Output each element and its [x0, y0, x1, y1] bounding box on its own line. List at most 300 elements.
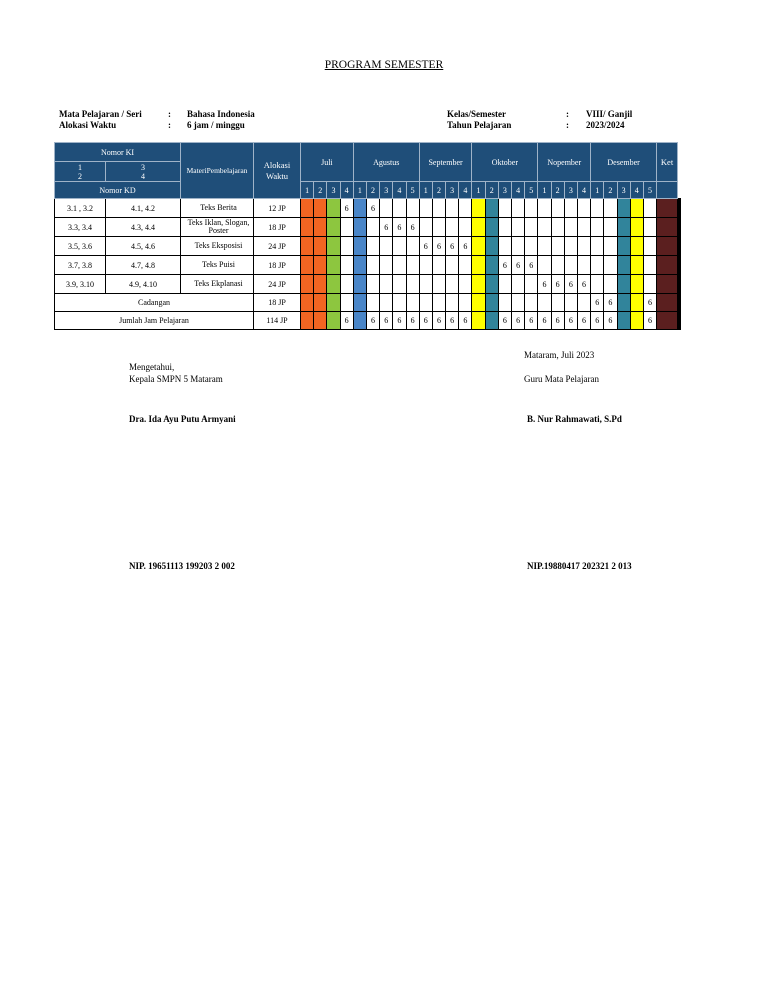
week-cell — [591, 237, 604, 256]
week-cell — [643, 256, 656, 275]
week-cell: 6 — [525, 256, 538, 275]
week-cell — [327, 275, 340, 294]
jumlah-label: Jumlah Jam Pelajaran — [55, 312, 254, 330]
week-cell — [314, 237, 327, 256]
meta-value: 2023/2024 — [586, 120, 625, 130]
week-cell — [472, 312, 485, 330]
jp-cell: 114 JP — [254, 312, 301, 330]
kd-ki3: 3.9, 3.10 — [55, 275, 106, 294]
header-ki-col1-label: 1 2 — [78, 162, 82, 181]
week-cell — [393, 237, 406, 256]
week-cell: 6 — [551, 275, 564, 294]
week-cell: 6 — [538, 312, 551, 330]
week-cell — [604, 218, 617, 237]
page-title: PROGRAM SEMESTER — [324, 59, 444, 71]
week-cell: 6 — [643, 294, 656, 312]
week-cell — [643, 275, 656, 294]
header-week: 2 — [551, 182, 564, 199]
week-cell — [498, 294, 511, 312]
week-cell — [512, 294, 525, 312]
week-cell: 6 — [604, 294, 617, 312]
week-cell — [472, 275, 485, 294]
week-cell: 6 — [577, 275, 590, 294]
week-cell — [327, 199, 340, 218]
header-week: 1 — [472, 182, 485, 199]
week-cell — [353, 256, 366, 275]
week-cell — [380, 199, 393, 218]
ket-cell — [680, 218, 681, 237]
week-cell — [366, 294, 379, 312]
materi-cell: Teks Iklan, Slogan, Poster — [181, 218, 254, 237]
meta-label: Kelas/Semester — [447, 109, 506, 119]
week-cell — [657, 275, 678, 294]
header-ket — [657, 143, 678, 182]
header-week: 4 — [512, 182, 525, 199]
week-cell — [446, 275, 459, 294]
meta-colon: : — [566, 120, 569, 130]
week-cell — [380, 237, 393, 256]
week-cell — [301, 199, 314, 218]
week-cell — [419, 199, 432, 218]
week-cell — [538, 256, 551, 275]
week-cell — [617, 256, 630, 275]
week-cell — [657, 199, 678, 218]
week-cell — [604, 199, 617, 218]
week-cell — [525, 218, 538, 237]
signature-left-nip: NIP. 19651113 199203 2 002 — [129, 561, 235, 571]
kd-ki4: 4.7, 4.8 — [106, 256, 181, 275]
header-week: 1 — [591, 182, 604, 199]
week-cell — [577, 294, 590, 312]
week-cell — [643, 218, 656, 237]
header-week: 4 — [340, 182, 353, 199]
week-cell: 6 — [393, 218, 406, 237]
week-cell — [366, 275, 379, 294]
header-week: 3 — [498, 182, 511, 199]
header-month: Agustus — [353, 143, 419, 182]
week-cell — [472, 218, 485, 237]
week-cell — [446, 256, 459, 275]
week-cell — [643, 199, 656, 218]
week-cell — [366, 218, 379, 237]
week-cell: 6 — [366, 199, 379, 218]
jp-cell: 18 JP — [254, 294, 301, 312]
week-cell — [630, 218, 643, 237]
week-cell — [353, 237, 366, 256]
week-cell — [327, 237, 340, 256]
week-cell — [525, 237, 538, 256]
week-cell: 6 — [512, 312, 525, 330]
header-ket-label: Ket — [660, 156, 674, 167]
week-cell — [630, 199, 643, 218]
header-week: 5 — [406, 182, 419, 199]
week-cell — [485, 199, 498, 218]
ket-cell — [680, 275, 681, 294]
week-cell — [301, 218, 314, 237]
week-cell — [657, 218, 678, 237]
week-cell — [406, 275, 419, 294]
header-week: 3 — [446, 182, 459, 199]
week-cell: 6 — [459, 237, 472, 256]
week-cell — [657, 256, 678, 275]
ket-cell — [680, 294, 681, 312]
week-cell — [577, 199, 590, 218]
week-cell — [617, 294, 630, 312]
week-cell — [525, 199, 538, 218]
ket-cell — [680, 237, 681, 256]
header-week: 1 — [301, 182, 314, 199]
week-cell — [472, 256, 485, 275]
week-cell — [551, 199, 564, 218]
week-cell — [617, 312, 630, 330]
week-cell: 6 — [564, 312, 577, 330]
meta-label: Alokasi Waktu — [59, 120, 117, 130]
week-cell — [327, 312, 340, 330]
week-cell — [472, 237, 485, 256]
week-cell — [551, 237, 564, 256]
program-semester-table — [54, 142, 681, 330]
jp-cell: 18 JP — [254, 218, 301, 237]
week-cell — [485, 218, 498, 237]
week-cell — [393, 199, 406, 218]
week-cell: 6 — [564, 275, 577, 294]
week-cell — [301, 275, 314, 294]
week-cell — [419, 218, 432, 237]
meta-value: VIII/ Ganjil — [586, 109, 633, 119]
week-cell — [538, 218, 551, 237]
week-cell: 6 — [340, 312, 353, 330]
week-cell — [564, 218, 577, 237]
week-cell — [551, 294, 564, 312]
header-week: 2 — [485, 182, 498, 199]
week-cell — [591, 256, 604, 275]
signature-date: Mataram, Juli 2023 — [524, 350, 595, 360]
header-ki-col2-label: 3 4 — [141, 162, 145, 181]
week-cell — [630, 275, 643, 294]
week-cell: 6 — [577, 312, 590, 330]
week-cell — [472, 199, 485, 218]
week-cell — [604, 275, 617, 294]
week-cell — [380, 275, 393, 294]
week-cell: 6 — [459, 312, 472, 330]
kd-ki4: 4.1, 4.2 — [106, 199, 181, 218]
week-cell — [630, 256, 643, 275]
kd-ki3: 3.3, 3.4 — [55, 218, 106, 237]
header-month: Juli — [301, 143, 354, 182]
kd-ki3: 3.5, 3.6 — [55, 237, 106, 256]
meta-value: 6 jam / minggu — [187, 120, 245, 130]
signature-right-name: B. Nur Rahmawati, S.Pd — [527, 414, 622, 424]
week-cell — [406, 199, 419, 218]
week-cell — [327, 294, 340, 312]
week-cell — [393, 275, 406, 294]
header-ki-col2 — [106, 162, 181, 182]
week-cell: 6 — [419, 312, 432, 330]
week-cell — [406, 294, 419, 312]
kd-ki4: 4.3, 4.4 — [106, 218, 181, 237]
meta-right — [447, 109, 632, 131]
jp-cell: 12 JP — [254, 199, 301, 218]
meta-colon: : — [168, 120, 171, 130]
kd-ki3: 3.7, 3.8 — [55, 256, 106, 275]
week-cell — [617, 237, 630, 256]
header-alokasi-label: Alokasi Waktu — [263, 159, 291, 181]
header-month: Nopember — [538, 143, 591, 182]
week-cell — [551, 256, 564, 275]
week-cell — [617, 218, 630, 237]
week-cell — [472, 294, 485, 312]
week-cell — [564, 199, 577, 218]
week-cell — [538, 294, 551, 312]
table-row — [55, 182, 681, 199]
header-week: 2 — [314, 182, 327, 199]
week-cell: 6 — [366, 312, 379, 330]
week-cell — [432, 294, 445, 312]
week-cell — [314, 275, 327, 294]
week-cell — [393, 256, 406, 275]
week-cell — [617, 199, 630, 218]
week-cell — [485, 312, 498, 330]
meta-label: Tahun Pelajaran — [447, 120, 512, 130]
week-cell — [617, 275, 630, 294]
week-cell — [432, 218, 445, 237]
header-week: 3 — [327, 182, 340, 199]
week-cell: 6 — [406, 312, 419, 330]
week-cell: 6 — [591, 294, 604, 312]
week-cell: 6 — [446, 237, 459, 256]
week-cell: 6 — [538, 275, 551, 294]
meta-colon: : — [566, 109, 569, 119]
week-cell: 6 — [498, 256, 511, 275]
week-cell: 6 — [432, 312, 445, 330]
week-cell — [512, 237, 525, 256]
header-week: 3 — [564, 182, 577, 199]
materi-cell: Teks Eksposisi — [181, 237, 254, 256]
table-row — [55, 256, 681, 275]
week-cell — [512, 275, 525, 294]
header-materi-label: MateriPembelajaran — [186, 165, 248, 175]
week-cell — [485, 275, 498, 294]
week-cell — [551, 218, 564, 237]
table-row — [55, 199, 681, 218]
kd-ki3: 3.1 , 3.2 — [55, 199, 106, 218]
header-week: 1 — [538, 182, 551, 199]
week-cell — [538, 237, 551, 256]
week-cell — [485, 256, 498, 275]
week-cell — [314, 218, 327, 237]
week-cell — [353, 275, 366, 294]
header-alokasi — [254, 143, 301, 199]
signature-left-name: Dra. Ida Ayu Putu Armyani — [129, 414, 236, 424]
week-cell — [380, 256, 393, 275]
week-cell — [366, 237, 379, 256]
ket-cell — [680, 199, 681, 218]
week-cell: 6 — [604, 312, 617, 330]
week-cell — [498, 275, 511, 294]
week-cell — [485, 294, 498, 312]
materi-cell: Teks Berita — [181, 199, 254, 218]
table-row — [55, 294, 681, 312]
header-week: 2 — [604, 182, 617, 199]
week-cell — [314, 294, 327, 312]
week-cell: 6 — [498, 312, 511, 330]
header-ki-col1 — [55, 162, 106, 182]
week-cell — [419, 256, 432, 275]
week-cell — [498, 199, 511, 218]
week-cell — [630, 237, 643, 256]
week-cell — [406, 256, 419, 275]
kd-ki4: 4.5, 4.6 — [106, 237, 181, 256]
ket-cell — [680, 256, 681, 275]
week-cell — [353, 312, 366, 330]
week-cell — [577, 256, 590, 275]
jp-cell: 24 JP — [254, 237, 301, 256]
header-week: 1 — [353, 182, 366, 199]
week-cell — [591, 275, 604, 294]
week-cell — [591, 199, 604, 218]
week-cell — [340, 237, 353, 256]
week-cell — [525, 275, 538, 294]
week-cell — [657, 237, 678, 256]
jp-cell: 24 JP — [254, 275, 301, 294]
week-cell — [301, 294, 314, 312]
week-cell — [340, 294, 353, 312]
header-week: 3 — [617, 182, 630, 199]
week-cell: 6 — [512, 256, 525, 275]
header-ket-empty — [657, 182, 678, 199]
signature-right-role: Guru Mata Pelajaran — [524, 374, 599, 384]
week-cell: 6 — [551, 312, 564, 330]
week-cell: 6 — [432, 237, 445, 256]
header-week: 4 — [393, 182, 406, 199]
week-cell — [340, 275, 353, 294]
week-cell — [301, 237, 314, 256]
week-cell — [380, 294, 393, 312]
week-cell — [327, 256, 340, 275]
meta-value: Bahasa Indonesia — [187, 109, 255, 119]
week-cell: 6 — [380, 312, 393, 330]
week-cell — [525, 294, 538, 312]
header-materi — [181, 143, 254, 199]
meta-left — [59, 109, 255, 131]
week-cell — [314, 199, 327, 218]
header-month: September — [419, 143, 472, 182]
week-cell — [538, 199, 551, 218]
header-week: 1 — [419, 182, 432, 199]
week-cell — [657, 294, 678, 312]
header-nomor-ki: Nomor KI — [55, 143, 181, 162]
jp-cell: 18 JP — [254, 256, 301, 275]
table-row — [55, 312, 681, 330]
cadangan-label: Cadangan — [55, 294, 254, 312]
week-cell — [432, 199, 445, 218]
table-row — [55, 218, 681, 237]
week-cell — [406, 237, 419, 256]
week-cell — [419, 275, 432, 294]
week-cell — [353, 218, 366, 237]
header-week: 2 — [432, 182, 445, 199]
week-cell — [657, 312, 678, 330]
week-cell — [353, 199, 366, 218]
week-cell — [459, 275, 472, 294]
week-cell — [446, 199, 459, 218]
header-week: 3 — [380, 182, 393, 199]
signature-left-line1: Mengetahui, — [129, 362, 175, 372]
header-week: 5 — [643, 182, 656, 199]
table-row — [55, 143, 681, 162]
week-cell — [314, 256, 327, 275]
meta-colon: : — [168, 109, 171, 119]
week-cell — [393, 294, 406, 312]
header-month: Desember — [591, 143, 657, 182]
week-cell: 6 — [419, 237, 432, 256]
week-cell: 6 — [591, 312, 604, 330]
week-cell: 6 — [525, 312, 538, 330]
week-cell — [564, 256, 577, 275]
week-cell: 6 — [643, 312, 656, 330]
week-cell — [446, 294, 459, 312]
header-week: 5 — [525, 182, 538, 199]
week-cell — [301, 312, 314, 330]
week-cell: 6 — [380, 218, 393, 237]
week-cell — [577, 218, 590, 237]
week-cell — [459, 294, 472, 312]
week-cell — [301, 256, 314, 275]
week-cell — [432, 275, 445, 294]
week-cell — [366, 256, 379, 275]
kd-ki4: 4.9, 4.10 — [106, 275, 181, 294]
header-week: 2 — [366, 182, 379, 199]
week-cell: 6 — [340, 199, 353, 218]
week-cell — [485, 237, 498, 256]
week-cell — [459, 218, 472, 237]
materi-cell: Teks Ekplanasi — [181, 275, 254, 294]
week-cell — [643, 237, 656, 256]
signature-right-nip: NIP.19880417 202321 2 013 — [527, 561, 632, 571]
week-cell — [630, 312, 643, 330]
week-cell — [340, 256, 353, 275]
week-cell — [512, 218, 525, 237]
week-cell — [353, 294, 366, 312]
week-cell — [512, 199, 525, 218]
week-cell: 6 — [446, 312, 459, 330]
week-cell: 6 — [406, 218, 419, 237]
week-cell — [314, 312, 327, 330]
week-cell — [340, 218, 353, 237]
week-cell — [446, 218, 459, 237]
signature-left-line2: Kepala SMPN 5 Mataram — [129, 374, 223, 384]
ket-cell — [680, 312, 681, 330]
week-cell — [564, 237, 577, 256]
week-cell — [591, 218, 604, 237]
week-cell — [604, 237, 617, 256]
week-cell — [419, 294, 432, 312]
week-cell — [630, 294, 643, 312]
week-cell — [327, 218, 340, 237]
week-cell — [564, 294, 577, 312]
header-week: 4 — [577, 182, 590, 199]
header-week: 4 — [459, 182, 472, 199]
week-cell — [498, 218, 511, 237]
week-cell — [459, 256, 472, 275]
header-month: Oktober — [472, 143, 538, 182]
table-row — [55, 275, 681, 294]
week-cell — [432, 256, 445, 275]
week-cell — [577, 237, 590, 256]
meta-label: Mata Pelajaran / Seri — [59, 109, 142, 119]
header-week: 4 — [630, 182, 643, 199]
week-cell: 6 — [393, 312, 406, 330]
